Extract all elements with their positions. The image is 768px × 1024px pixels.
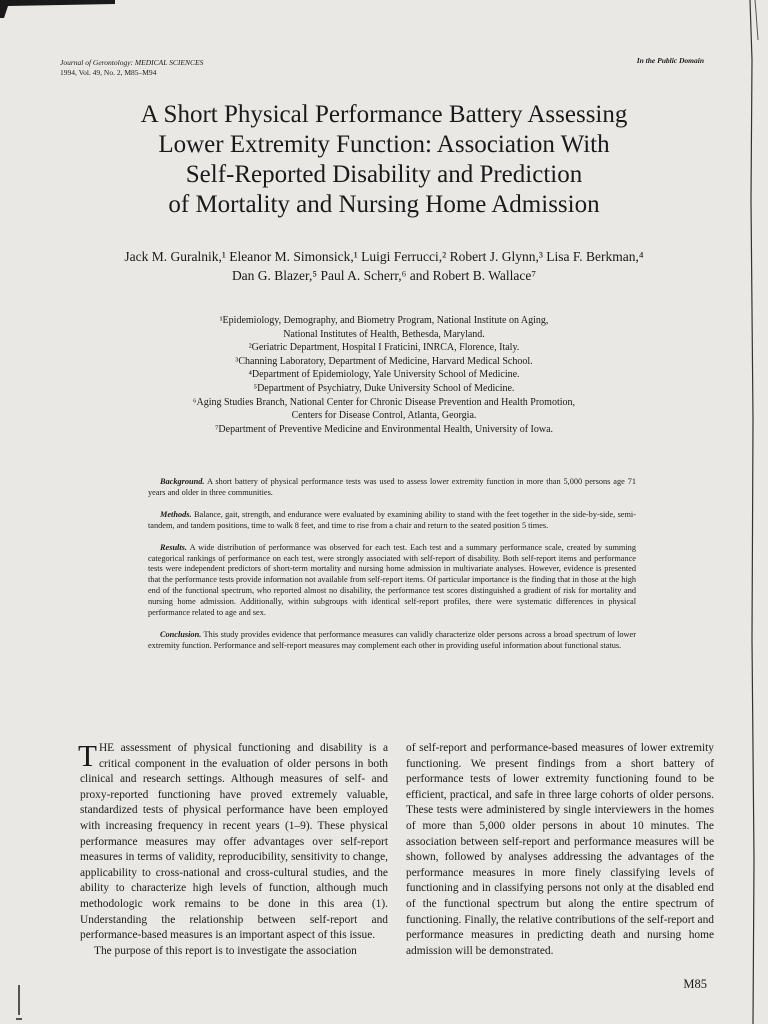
abstract-results xyxy=(148,543,636,619)
affiliation-line: ¹Epidemiology, Demography, and Biometry Program, National Institute on Aging, xyxy=(219,315,549,326)
scan-edge-right xyxy=(746,0,760,1024)
journal-name: Journal of Gerontology: MEDICAL SCIENCES xyxy=(60,58,204,67)
author-line: Jack M. Guralnik,¹ Eleanor M. Simonsick,¹ Luigi Ferrucci,² Robert J. Glynn,³ Lisa F. Berkman,⁴ xyxy=(124,249,644,264)
public-domain-note: In the Public Domain xyxy=(636,56,704,65)
affiliation-line: ⁴Department of Epidemiology, Yale University School of Medicine. xyxy=(248,369,520,381)
title-line: Lower Extremity Function: Association With xyxy=(158,131,610,158)
affiliation-list xyxy=(130,314,638,436)
abstract-label: Conclusion. xyxy=(160,629,202,639)
affiliation-line: ⁵Department of Psychiatry, Duke University School of Medicine. xyxy=(253,382,515,394)
author-line: Dan G. Blazer,⁵ Paul A. Scherr,⁶ and Robert B. Wallace⁷ xyxy=(231,268,537,283)
drop-cap: T xyxy=(78,738,97,773)
title-line: of Mortality and Nursing Home Admission xyxy=(168,191,600,218)
abstract-text: A wide distribution of performance was observed for each test. Each test and a summary performance scale, created by summing categorical rankings of performance on each test, were strongly associated with self-report of disability. Both self-report items and performance tests were independent predictors of short-term mortality and nursing home admission in multivariate analyses. However, evidence is presented that the performance tests provide information not available from self-report items. Of particular importance is the finding that in those at the high end of the functional spectrum, who reported almost no disability, the performance test scores distinguished a gradient of risk for mortality and nursing home admission. Additionally, within subgroups with identical self-report profiles, there were systematic differences in physical performance related to age and sex. xyxy=(148,542,636,618)
affiliation-line: ⁷Department of Preventive Medicine and Environmental Health, University of Iowa. xyxy=(214,423,554,435)
abstract-label: Methods. xyxy=(160,509,192,519)
journal-header xyxy=(60,58,203,78)
article-title xyxy=(60,100,708,220)
journal-citation: 1994, Vol. 49, No. 2, M85–M94 xyxy=(60,68,157,77)
abstract-text: Balance, gait, strength, and endurance were evaluated by examining ability to stand with the feet together in the side-by-side, semi-tandem, and tandem positions, time to walk 8 feet, and time to rise from a chair and return to the seated position 5 times. xyxy=(148,509,636,530)
title-line: A Short Physical Performance Battery Assessing xyxy=(140,101,628,128)
abstract-methods xyxy=(148,510,636,532)
abstract-background xyxy=(148,477,636,499)
body-paragraph: of self-report and performance-based measures of lower extremity functioning. We present findings from a short battery of performance tests of lower extremity functioning found to be efficient, practical, and safe in three large cohorts of older persons. These tests were administered by single interviewers in the homes of more than 5,000 older persons in about 10 minutes. The association between self-report and performance measures will be shown, followed by analyses addressing the advantages of the performance measures in more finely classifying levels of functioning and in classifying persons not only at the disabled end of the functional spectrum but along the entire spectrum of functioning. Finally, the relative contributions of the self-report and performance measures in predicting death and nursing home admission will be demonstrated. xyxy=(406,742,714,957)
body-paragraph: The purpose of this report is to investigate the association xyxy=(94,944,357,957)
affiliation-line: Centers for Disease Control, Atlanta, Georgia. xyxy=(291,410,477,422)
affiliation-line: ⁶Aging Studies Branch, National Center for Chronic Disease Prevention and Health Promotion, xyxy=(192,396,576,408)
page-number: M85 xyxy=(683,977,707,991)
abstract-label: Results. xyxy=(160,542,187,552)
abstract-text: A short battery of physical performance tests was used to assess lower extremity function in more than 5,000 persons age 71 years and older in three communities. xyxy=(148,477,636,497)
affiliation-line: ²Geriatric Department, Hospital I Fraticini, INRCA, Florence, Italy. xyxy=(248,342,520,354)
abstract-conclusion xyxy=(148,630,636,652)
body-paragraph xyxy=(78,738,388,944)
affiliation-line: ³Channing Laboratory, Department of Medicine, Harvard Medical School. xyxy=(235,355,533,367)
scan-edge-left xyxy=(14,985,24,1024)
body-column-left xyxy=(78,738,388,959)
title-line: Self-Reported Disability and Prediction xyxy=(185,161,583,188)
body-column-right xyxy=(406,741,714,959)
abstract xyxy=(148,477,636,663)
abstract-label: Background. xyxy=(160,477,205,486)
abstract-text: This study provides evidence that performance measures can validly characterize older persons across a broad spectrum of lower extremity function. Performance and self-report measures may complement each other in providing useful information about functional status. xyxy=(148,629,636,650)
author-list xyxy=(60,247,708,285)
scan-corner-mark xyxy=(0,0,115,18)
affiliation-line: National Institutes of Health, Bethesda, Maryland. xyxy=(283,328,485,340)
body-text: HE assessment of physical functioning and disability is a critical component in the evaluation of older persons in both clinical and research settings. Although measures of self- and proxy-reported functioning have proved extremely valuable, standardized tests of physical performance have been employed with increasing frequency in recent years (1–9). These physical performance measures may offer advantages over self-report measures in terms of validity, reproducibility, sensitivity to change, applicability to cross-national and cross-cultural studies, and the ability to characterize high levels of function, although much methodologic work remains to be done in this area (1). Understanding the relationship between self-report and performance-based measures is an important aspect of this issue. xyxy=(80,742,388,942)
